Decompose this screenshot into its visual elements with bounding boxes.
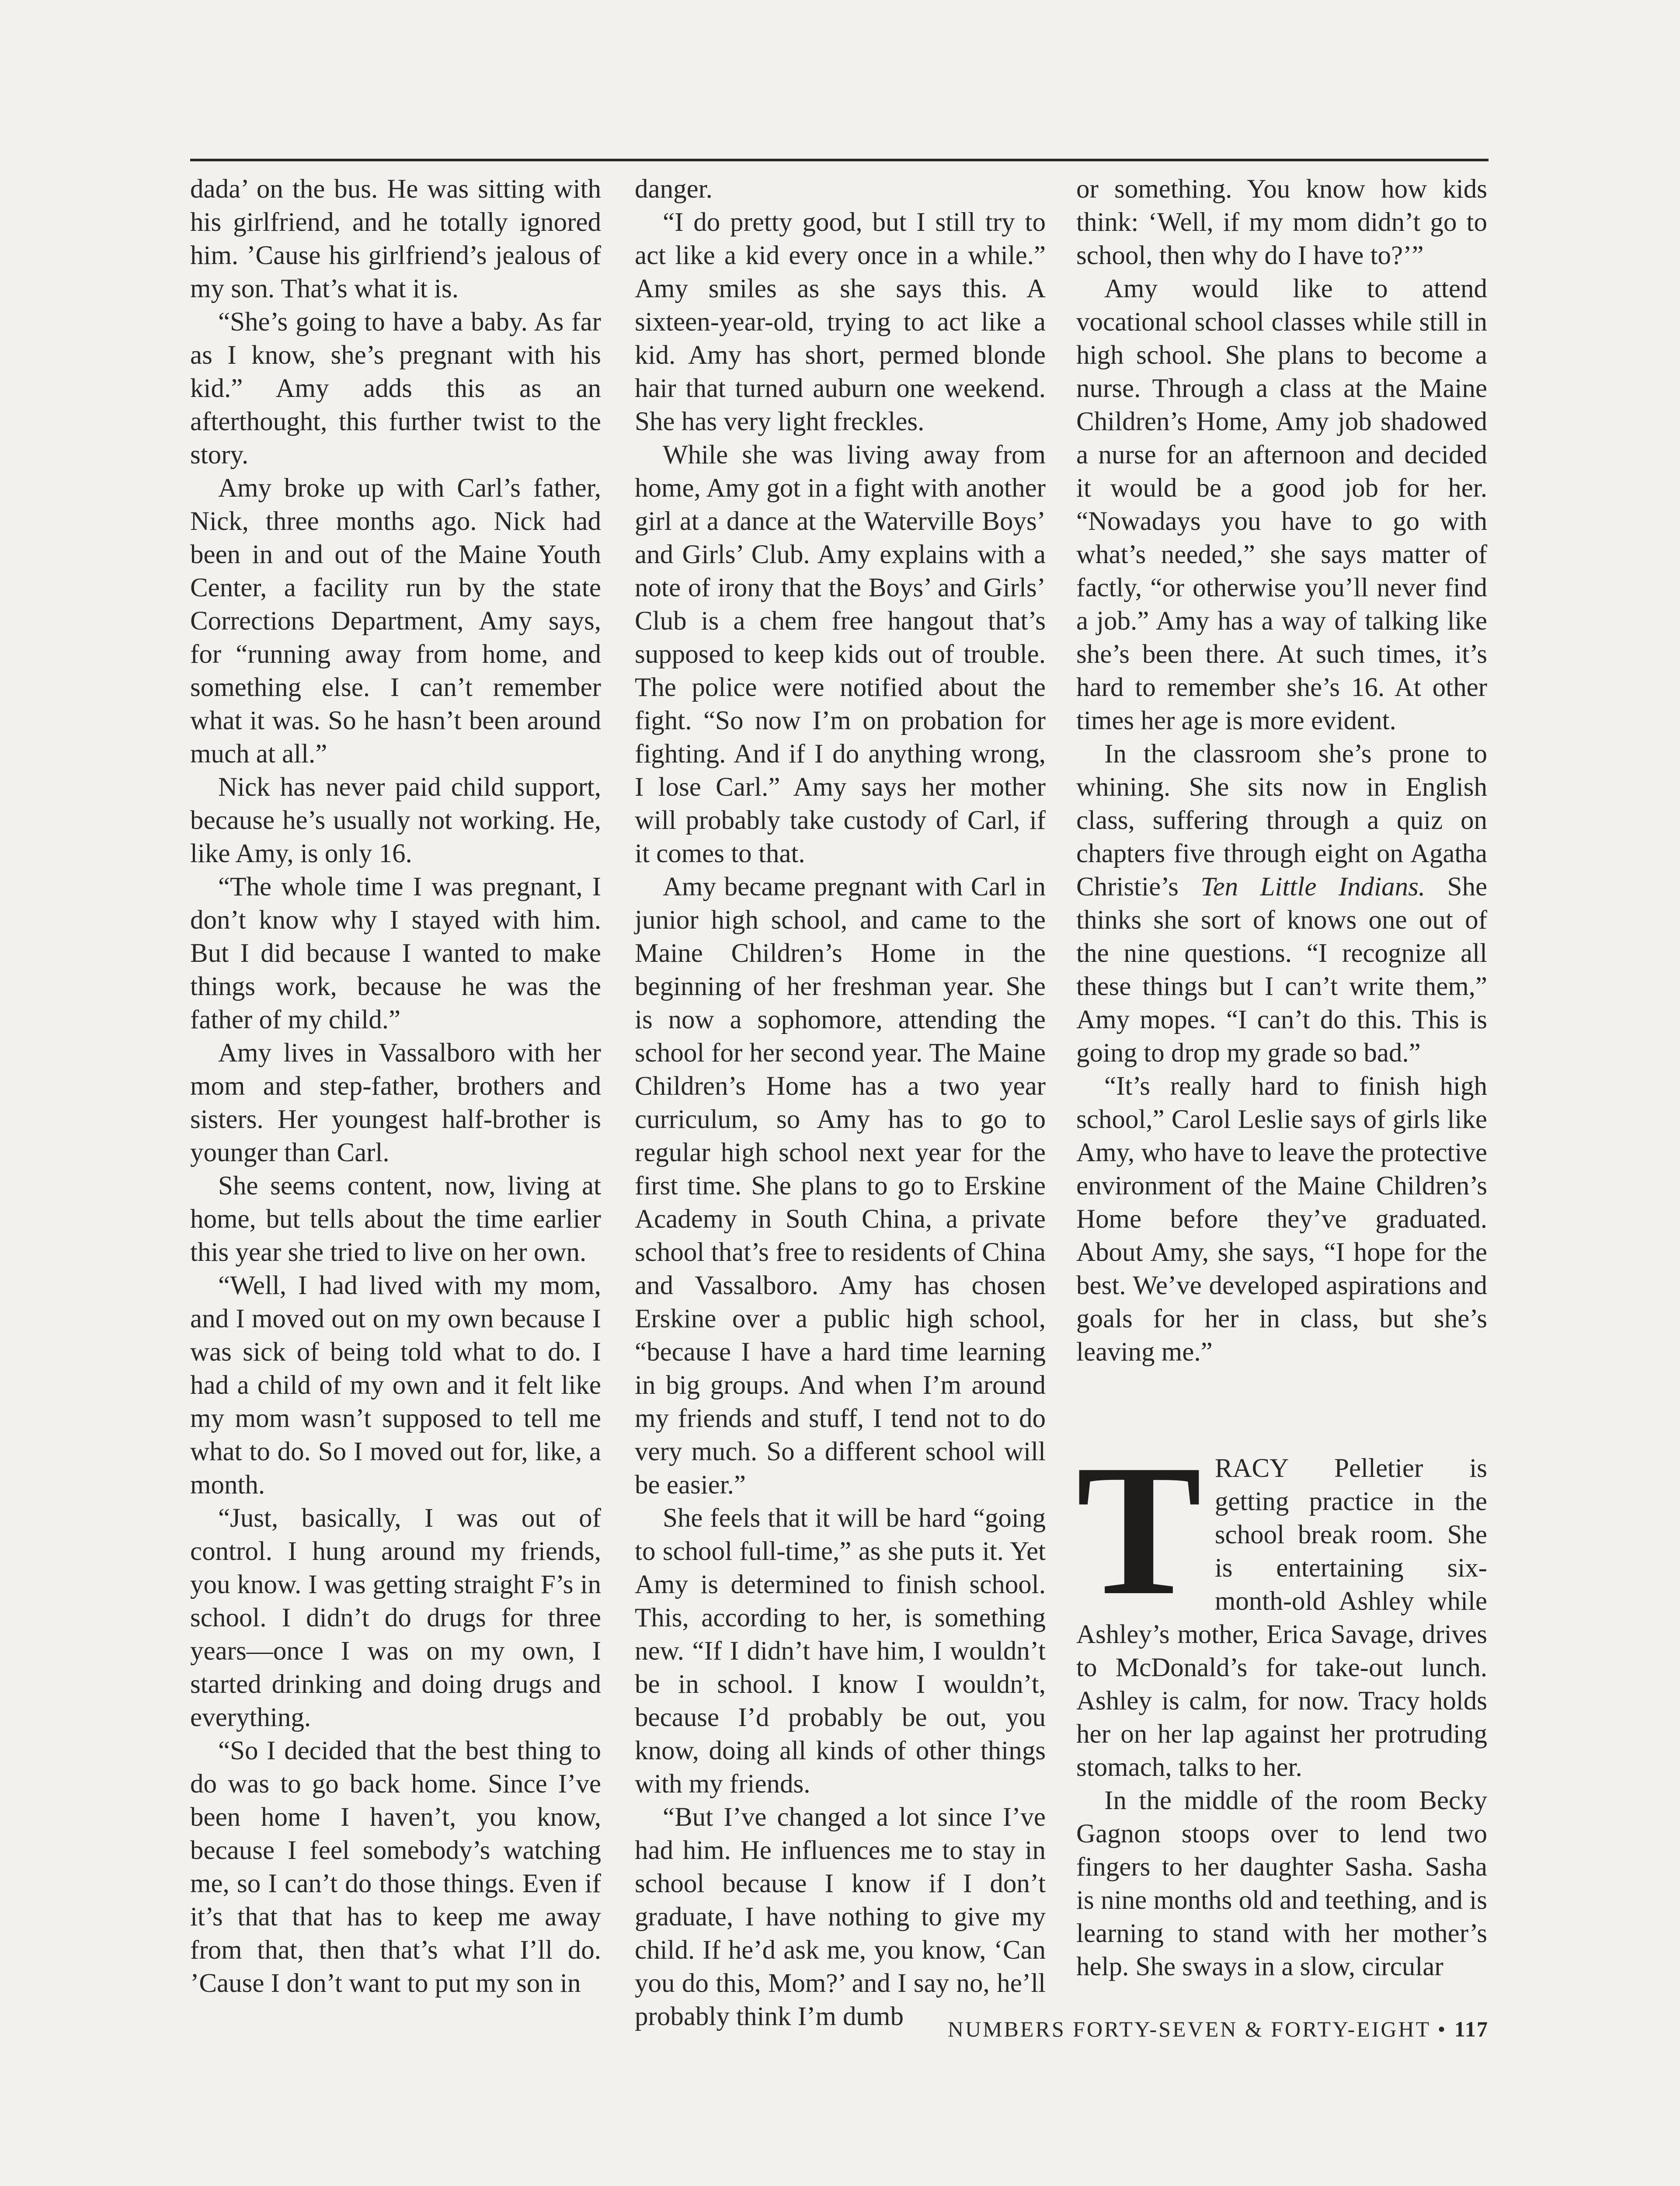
book-title: Ten Little Indians. [1200, 872, 1426, 902]
paragraph: “The whole time I was pregnant, I don’t know why I stayed with him. But I did because I wanted to make things work, because he was the father of my child.” [190, 872, 601, 1034]
column-3 [1076, 173, 1487, 1984]
column-1 [190, 173, 601, 2000]
page-footer [896, 2016, 1489, 2042]
paragraph: While she was living away from home, Amy got in a fight with another girl at a dance at the Waterville Boys’ and Girls’ Club. Amy explains with a note of irony that the Boys’ and Girls’ Club is a chem free hangout that’s supposed to keep kids out of trouble. The police were notified about the fight. “So now I’m on probation for fighting. And if I do anything wrong, I lose Carl.” Amy says her mother will probably take custody of Carl, if it comes to that. [635, 440, 1046, 868]
paragraph: dada’ on the bus. He was sitting with his girlfriend, and he totally ignored him. ’Cause his girlfriend’s jealous of my son. That’s what it is. [190, 174, 601, 303]
section-opening-paragraph [1076, 1426, 1487, 1784]
paragraph: Amy became pregnant with Carl in junior high school, and came to the Maine Children’s Home in the beginning of her freshman year. She is now a sophomore, attending the school for her second year. The Maine Children’s Home has a two year curriculum, so Amy has to go to regular high school next year for the first time. She plans to go to Erskine Academy in South China, a private school that’s free to residents of China and Vassalboro. Amy has chosen Erskine over a public high school, “because I have a hard time learning in big groups. And when I’m around my friends and stuff, I tend not to do very much. So a different school will be easier.” [635, 872, 1046, 1500]
bullet-separator: • [1437, 2017, 1447, 2041]
paragraph: “I do pretty good, but I still try to act like a kid every once in a while.” Amy smiles as she says this. A sixteen-year-old, trying to act like a kid. Amy has short, permed blonde hair that turned auburn one weekend. She has very light freckles. [635, 208, 1046, 436]
section-lead-word: RACY [1214, 1454, 1288, 1483]
paragraph: Amy would like to attend vocational school classes while still in high school. She plans to become a nurse. Through a class at the Maine Children’s Home, Amy job shadowed a nurse for an afternoon and decided it would be a good job for her. “Nowadays you have to go with what’s needed,” she says matter of factly, “or otherwise you’ll never find a job.” Amy has a way of talking like she’s been there. At such times, it’s hard to remember she’s 16. At other times her age is more evident. [1076, 274, 1487, 735]
page-number: 117 [1454, 2017, 1489, 2041]
paragraph: “She’s going to have a baby. As far as I know, she’s pregnant with his kid.” Amy adds this as an afterthought, this further twist to the story. [190, 307, 601, 470]
paragraph-text: In the classroom she’s prone to whining. She sits now in English class, suffering through a quiz on chapters five through eight on Agatha Christie’s [1076, 739, 1487, 902]
paragraph-text: She thinks she sort of knows one out of the nine questions. “I recognize all these things but I can’t write them,” Amy mopes. “I can’t do this. This is going to drop my grade so bad.” [1076, 872, 1488, 1068]
paragraph: Amy broke up with Carl’s father, Nick, three months ago. Nick had been in and out of the Maine Youth Center, a facility run by the state Corrections Department, Amy says, for “running away from home, and something else. I can’t remember what it was. So he hasn’t been around much at all.” [190, 473, 601, 769]
paragraph: “Well, I had lived with my mom, and I moved out on my own because I was sick of being told what to do. I had a child of my own and it felt like my mom wasn’t supposed to tell me what to do. So I moved out for, like, a month. [190, 1271, 601, 1500]
paragraph: “Just, basically, I was out of control. I hung around my friends, you know. I was getting straight F’s in school. I didn’t do drugs for three years—once I was on my own, I started drinking and doing drugs and everything. [190, 1504, 601, 1732]
paragraph: Amy lives in Vassalboro with her mom and step-father, brothers and sisters. Her youngest half-brother is younger than Carl. [190, 1038, 601, 1167]
paragraph: She feels that it will be hard “going to school full-time,” as she puts it. Yet Amy is determined to finish school. This, according to her, is something new. “If I didn’t have him, I wouldn’t be in school. I know I wouldn’t, because I’d probably be out, you know, doing all kinds of other things with my friends. [635, 1504, 1046, 1799]
paragraph: danger. [635, 174, 713, 204]
paragraph-text: Pelletier is getting practice in the school break room. She is entertaining six-month-old Ashley while Ashley’s mother, Erica Savage, drives to McDonald’s for take-out lunch. Ashley is calm, for now. Tracy holds her on her lap against her protruding stomach, talks to her. [1076, 1454, 1487, 1782]
issue-label: NUMBERS FORTY-SEVEN & FORTY-EIGHT [947, 2017, 1431, 2041]
paragraph [1076, 738, 1487, 1070]
drop-cap: T [1076, 1426, 1202, 1634]
paragraph: In the middle of the room Becky Gagnon stoops over to lend two fingers to her daughter Sasha. Sasha is nine months old and teething, and is learning to stand with her mother’s help. She sways in a slow, circular [1076, 1786, 1487, 1981]
paragraph: Nick has never paid child support, because he’s usually not working. He, like Amy, is only 16. [190, 773, 601, 868]
paragraph: “So I decided that the best thing to do was to go back home. Since I’ve been home I haven’t, you know, because I feel somebody’s watching me, so I can’t do those things. Even if it’s that that has to keep me away from that, then that’s what I’ll do. ’Cause I don’t want to put my son in [190, 1736, 601, 1998]
paragraph: “But I’ve changed a lot since I’ve had him. He influences me to stay in school because I know if I don’t graduate, I have nothing to give my child. If he’d ask me, you know, ‘Can you do this, Mom?’ and I say no, he’ll probably think I’m dumb [635, 1803, 1046, 2031]
paragraph: or something. You know how kids think: ‘Well, if my mom didn’t go to school, then why do I have to?’” [1076, 174, 1487, 270]
column-2 [635, 173, 1046, 2033]
paragraph: “It’s really hard to finish high school,” Carol Leslie says of girls like Amy, who have to leave the protective environment of the Maine Children’s Home before they’ve graduated. About Amy, she says, “I hope for the best. We’ve developed aspirations and goals for her in class, but she’s leaving me.” [1076, 1072, 1487, 1367]
header-rule [190, 159, 1489, 161]
section-break [1076, 1426, 1487, 1984]
paragraph: She seems content, now, living at home, but tells about the time earlier this year she tried to live on her own. [190, 1171, 601, 1267]
